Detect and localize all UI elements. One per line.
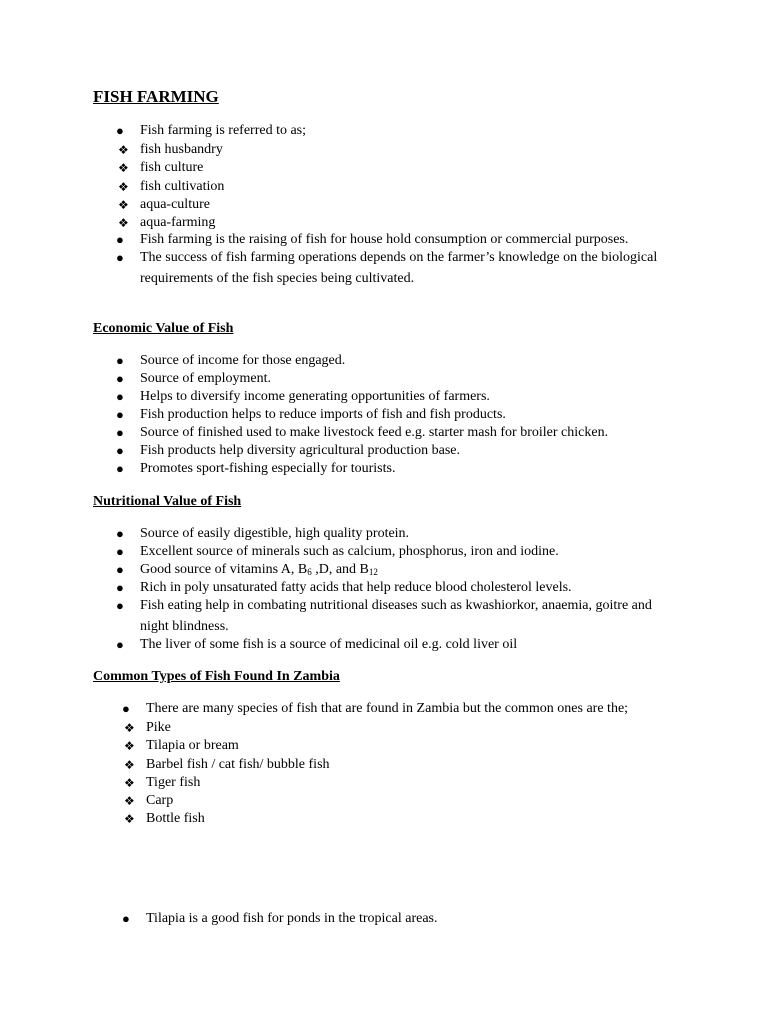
nutritional-list — [116, 523, 680, 652]
list-item: ● Tilapia is a good fish for ponds in the tropical areas. — [146, 908, 686, 929]
bullet-icon: ● — [116, 389, 124, 404]
diamond-bullet-icon: ❖ — [124, 794, 135, 809]
bullet-icon: ● — [116, 461, 124, 476]
diamond-bullet-icon: ❖ — [118, 216, 129, 231]
bullet-icon: ● — [122, 911, 130, 926]
list-item: ● Fish production helps to reduce imports of fish and fish products. — [140, 404, 700, 425]
list-item: ❖ aqua-farming — [94, 214, 680, 232]
bullet-icon: ● — [116, 443, 124, 458]
list-item: ● The success of fish farming operations depends on the farmer’s knowledge on the biological requirements of the fish species being cultivated. — [140, 247, 680, 289]
diamond-bullet-icon: ❖ — [124, 721, 135, 735]
list-item: ● There are many species of fish that are found in Zambia but the common ones are the; ❖ Pike ❖ Tilapia or bream ❖ Barbel fish / cat fish/ bubble fish ❖ Tiger fish ❖ Carp ❖ Bottle fish — [146, 698, 686, 829]
list-item: ❖ Tilapia or bream — [100, 737, 686, 755]
list-item: ● Source of finished used to make livestock feed e.g. starter mash for broiler chicken. — [140, 422, 700, 443]
term-list — [94, 141, 680, 232]
diamond-bullet-icon: ❖ — [118, 197, 129, 212]
list-item: ● The liver of some fish is a source of medicinal oil e.g. cold liver oil — [140, 634, 680, 655]
bullet-icon: ● — [116, 250, 124, 266]
fish-list — [100, 719, 686, 829]
diamond-bullet-icon: ❖ — [124, 739, 135, 754]
list-item: ❖ Carp — [100, 792, 686, 810]
list-item: ❖ fish culture — [94, 159, 680, 177]
list-item: ● Source of employment. — [140, 368, 700, 389]
bullet-icon: ● — [116, 598, 124, 613]
economic-list — [116, 350, 700, 476]
diamond-bullet-icon: ❖ — [118, 179, 129, 194]
section-heading-types: Common Types of Fish Found In Zambia — [93, 669, 340, 684]
types-list-tail — [122, 908, 686, 926]
diamond-bullet-icon: ❖ — [124, 812, 135, 827]
list-item: ❖ Pike — [100, 719, 686, 737]
bullet-icon: ● — [116, 371, 124, 386]
list-item: ● Fish products help diversity agricultural production base. — [140, 440, 700, 461]
list-item: ● Helps to diversify income generating opportunities of farmers. — [140, 386, 700, 407]
list-item: ● Source of income for those engaged. — [140, 350, 700, 371]
bullet-icon: ● — [116, 544, 124, 559]
diamond-bullet-icon: ❖ — [118, 143, 129, 157]
bullet-icon: ● — [116, 123, 124, 138]
section-heading-economic: Economic Value of Fish — [93, 321, 234, 336]
list-item: ● Fish farming is referred to as; ❖ fish husbandry ❖ fish culture ❖ fish cultivation ❖ aqua-culture ❖ aqua-farming — [140, 120, 680, 232]
list-item: ● Promotes sport-fishing especially for tourists. — [140, 458, 700, 479]
list-item: ❖ Bottle fish — [100, 810, 686, 828]
list-item: ❖ fish cultivation — [94, 178, 680, 196]
intro-list — [116, 120, 680, 287]
section-heading-nutritional: Nutritional Value of Fish — [93, 494, 242, 509]
bullet-icon: ● — [116, 526, 124, 541]
bullet-icon: ● — [116, 232, 124, 248]
list-item: ❖ aqua-culture — [94, 196, 680, 214]
types-list — [122, 698, 686, 827]
list-item: ● Rich in poly unsaturated fatty acids that help reduce blood cholesterol levels. — [140, 577, 680, 598]
diamond-bullet-icon: ❖ — [124, 775, 135, 790]
bullet-icon: ● — [116, 407, 124, 422]
bullet-icon: ● — [116, 562, 124, 577]
list-item: ❖ fish husbandry — [94, 141, 680, 159]
list-item: ❖ Barbel fish / cat fish/ bubble fish — [100, 756, 686, 774]
bullet-icon: ● — [122, 701, 130, 716]
list-item: ● Source of easily digestible, high quality protein. — [140, 523, 680, 544]
bullet-icon: ● — [116, 637, 124, 652]
bullet-icon: ● — [116, 353, 124, 368]
list-item: ● Excellent source of minerals such as calcium, phosphorus, iron and iodine. — [140, 541, 680, 562]
diamond-bullet-icon: ❖ — [124, 757, 135, 772]
bullet-icon: ● — [116, 580, 124, 595]
diamond-bullet-icon: ❖ — [118, 161, 129, 176]
list-item: ❖ Tiger fish — [100, 774, 686, 792]
list-item: ● Good source of vitamins A, $B_6$ ,D, and $B_{12}$ — [140, 559, 680, 580]
list-item: ● Fish eating help in combating nutritional diseases such as kwashiorkor, anaemia, goitre and night blindness. — [140, 595, 680, 637]
page-title: FISH FARMING — [93, 87, 219, 106]
list-item: ● Fish farming is the raising of fish for house hold consumption or commercial purposes. — [140, 229, 680, 250]
bullet-icon: ● — [116, 425, 124, 440]
